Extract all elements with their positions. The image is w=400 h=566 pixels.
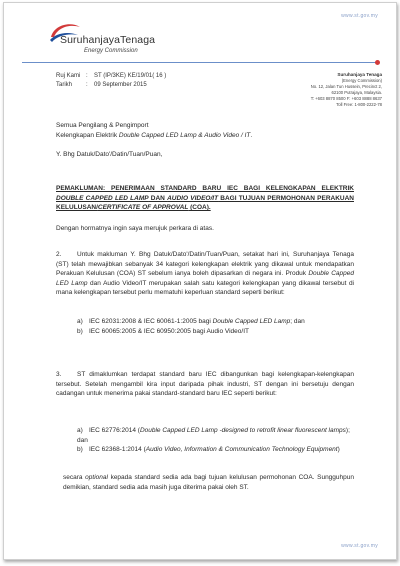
address-tollfree: Toll Free: 1-800-2222-78 [336,102,382,107]
paragraph-2: 2. Untuk makluman Y. Bhg Datuk/Dato'/Datin/Tuan/Puan, setakat hari ini, Suruhanjaya Tenaga (ST) telah mewajibkan sebanyak 34 kategori kelengkapan elektrik yang dikawal untuk mendapatkan Perakuan Kelulusan (COA) ST sebelum ianya boleh dipasarkan di negara ini. Produk Double Capped LED Lamp dan Audio Video/IT merupakan salah satu kategori kelengkapan yang dikawal tersebut di mana kelengkapan tersebut perlu mematuhi keperluan standard seperti berikut: [56,251,355,297]
tarikh-value: 09 September 2015 [94,82,147,88]
brand-name: SuruhanjayaTenaga [60,34,156,46]
website-bottom: www.st.gov.my [341,543,378,549]
closing-paragraph: secara optional kepada standard sedia ada bagi tujuan kelulusan permohonan COA. Sungguhpun demikian, standard sedia ada masih juga diterima pakai oleh ST. [63,474,354,491]
salutation: Y. Bhg Datuk/Dato'/Datin/Tuan/Puan, [56,151,163,158]
website-top: www.st.gov.my [341,13,378,19]
paragraph-3: 3. ST dimaklumkan terdapat standard baru IEC dibangunkan bagi kelengkapan-kelengkapan tersebut. Setelah mengambil kira input daripada pihak industri, ST dengan ini bersetuju dengan cadangan untuk menerima pakai standard-standard baru IEC seperti berikut: [56,371,354,398]
sender-address [300,72,382,108]
header-rule [22,62,378,63]
ref-row: Ruj Kami : ST (IP/3KE) KE/19/01( 16 ) [56,73,167,79]
logo [48,21,248,63]
recipient-line1: Semua Pengilang & Pengimport [56,122,149,129]
address-line: 62100 Putrajaya, Malaysia. [331,90,382,95]
list-item: a) IEC 62031:2008 & IEC 60061-1:2005 bagi Double Capped LED Lamp; dan [77,318,305,325]
paragraph-number: 3. [56,371,62,378]
greeting: Dengan hormatnya ingin saya merujuk perkara di atas. [56,225,214,232]
recipient [56,121,252,140]
letter-page [3,2,397,560]
list-item: a) IEC 62776:2014 (Double Capped LED Lamp -designed to retrofit linear fluorescent lamps); dan [77,427,350,444]
address-sub: (Energy Commission) [341,78,382,83]
ruj-value: ST (IP/3KE) KE/19/01( 16 ) [94,73,167,79]
header-dot [375,60,380,65]
address-title: Suruhanjaya Tenaga [337,72,382,77]
recipient-line2: Kelengkapan Elektrik Double Capped LED Lamp & Audio Video / IT. [56,131,253,139]
date-row: Tarikh : 09 September 2015 [56,82,147,88]
ruj-label: Ruj Kami [56,73,81,79]
reference-block [56,72,166,90]
list-item: b) IEC 62368-1:2014 (Audio Video, Information & Communication Technology Equipment) [77,446,340,453]
subject-heading: PEMAKLUMAN: PENERIMAAN STANDARD BARU IEC BAGI KELENGKAPAN ELEKTRIK DOUBLE CAPPED LED LAMP DAN AUDIO VIDEO/IT BAGI TUJUAN PERMOHONAN PERAKUAN KELULUSAN/CERTIFICATE OF APPROVAL (COA). [56,185,354,212]
paragraph-number: 2. [56,251,62,258]
address-line: No. 12, Jalan Tun Hussein, Precinct 2, [310,84,382,89]
address-phone: T: +603 8870 8500 F: +603 8888 8637 [310,96,382,101]
list-item: b) IEC 60065:2005 & IEC 60950:2005 bagi Audio Video/IT [77,328,249,335]
brand-subtitle: Energy Commission [84,48,138,54]
tarikh-label: Tarikh [56,82,73,88]
